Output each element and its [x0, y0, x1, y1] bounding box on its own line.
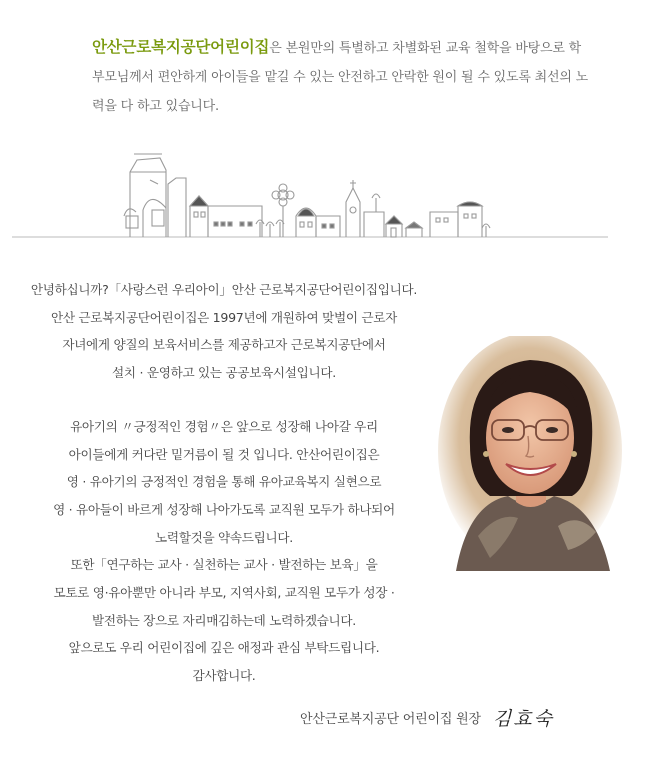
intro-text [92, 33, 592, 121]
director-title: 안산근로복지공단 어린이집 원장 [300, 711, 481, 727]
greeting-line: 안산 근로복지공단어린이집은 1997년에 개원하여 맞벌이 근로자 [50, 309, 397, 325]
greeting-line: 설치 · 운영하고 있는 공공보육시설입니다. [112, 365, 336, 381]
director-portrait [438, 336, 623, 576]
greeting-line: 발전하는 장으로 자리매김하는데 노력하겠습니다. [92, 612, 356, 628]
greeting-line: 또한「연구하는 교사 · 실천하는 교사 · 발전하는 보육」을 [70, 557, 378, 573]
greeting-line: 영 · 유아들이 바르게 성장해 나아가도록 교직원 모두가 하나되어 [53, 501, 395, 517]
brand-name: 안산근로복지공단어린이집 [92, 38, 270, 56]
greeting-line: 유아기의 〃긍정적인 경험〃은 앞으로 성장해 나아갈 우리 [70, 418, 378, 434]
greeting-line: 영 · 유아기의 긍정적인 경험을 통해 유아교육복지 실현으로 [66, 474, 382, 490]
signature [300, 702, 600, 732]
greeting-line: 안녕하십니까?「사랑스런 우리아이」안산 근로복지공단어린이집입니다. [30, 282, 418, 297]
greeting-line: 아이들에게 커다란 밑거름이 될 것 입니다. 안산어린이집은 [68, 446, 380, 462]
greeting-line: 노력할것을 약속드립니다. [155, 529, 293, 545]
town-sketch-icon [0, 150, 660, 245]
greeting-message [0, 276, 448, 690]
director-signature: 김효숙 [492, 707, 554, 730]
greeting-line: 앞으로도 우리 어린이집에 깊은 애정과 관심 부탁드립니다. [68, 640, 380, 656]
greeting-line: 감사합니다. [192, 668, 256, 684]
intro-body: 은 본원만의 특별하고 차별화된 교육 철학을 바탕으로 학부모님께서 편안하게 아이들을 맡길 수 있는 안전하고 안락한 원이 될 수 있도록 최선의 노력을 다 하고 있습니다. [92, 41, 589, 114]
greeting-line: 자녀에게 양질의 보육서비스를 제공하고자 근로복지공단에서 [62, 337, 386, 353]
greeting-line: 모토로 영·유아뿐만 아니라 부모, 지역사회, 교직원 모두가 성장 · [53, 585, 395, 601]
paragraph-spacer [0, 387, 448, 413]
